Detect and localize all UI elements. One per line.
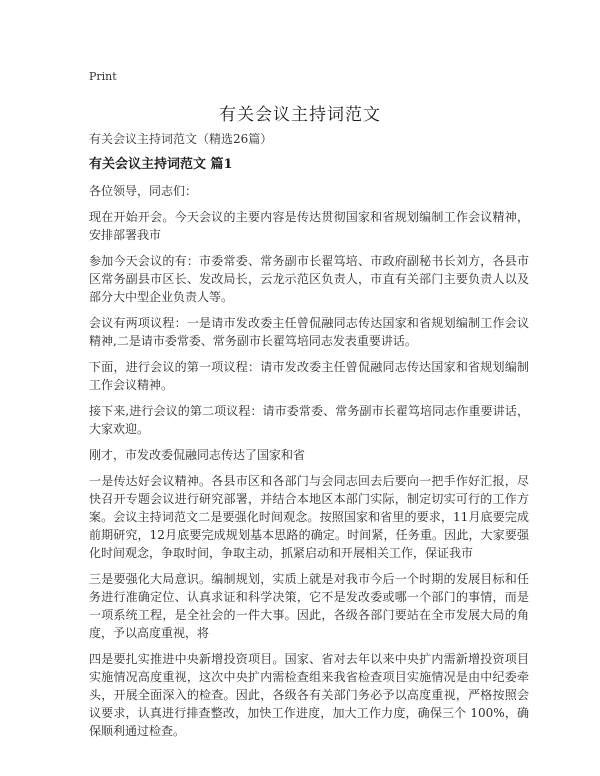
paragraph-point-four: 四是要扎实推进中央新增投资项目。国家、省对去年以来中央扩内需新增投资项目实施情况高度重视，这次中央扩内需检查组来我省检查项目实施情况是由中纪委牵头，开展全面深入的检查。因此，各级各有关部门务必予以高度重视，严格按照会议要求，认真进行排查整改，加快工作进度，加大工作力度，确保三个 100%，确保顺利通过检查。 xyxy=(89,652,529,738)
paragraph-attendees: 参加今天会议的有：市委常委、常务副市长翟笃培、市政府副秘书长刘方，各县市区常务副县市区长、发改局长，云龙示范区负责人，市直有关部门主要负责人以及部分大中型企业负责人等。 xyxy=(89,254,529,304)
paragraph-agenda: 会议有两项议程：一是请市发改委主任曾侃融同志传达国家和省规划编制工作会议精神,二是请市委常委、常务副市长翟笃培同志发表重要讲话。 xyxy=(89,316,529,348)
document-subtitle: 有关会议主持词范文（精选26篇） xyxy=(89,132,273,146)
paragraph-second-item: 接下来,进行会议的第二项议程：请市委常委、常务副市长翟笃培同志作重要讲话，大家欢迎。 xyxy=(89,404,529,436)
paragraph-summary: 刚才，市发改委侃融同志传达了国家和省 xyxy=(89,448,306,462)
document-body xyxy=(89,130,529,748)
paragraph-opening: 现在开始开会。今天会议的主要内容是传达贯彻国家和省规划编制工作会议精神，安排部署我市 xyxy=(89,210,529,242)
paragraph-point-three: 三是要强化大局意识。编制规划，实质上就是对我市今后一个时期的发展目标和任务进行准确定位、认真求证和科学决策，它不是发改委或哪一个部门的事情，而是一项系统工程，是全社会的一件大事。因此，各级各部门要站在全市发展大局的角度，予以高度重视，将 xyxy=(89,572,529,640)
paragraph-greeting: 各位领导，同志们： xyxy=(89,184,198,198)
print-label: Print xyxy=(89,70,117,83)
paragraph-point-one: 一是传达好会议精神。各县市区和各部门与会同志回去后要向一把手作好汇报，尽快召开专题会议进行研究部署，并结合本地区本部门实际，制定切实可行的工作方案。会议主持词范文二是要强化时间观念。按照国家和省里的要求，11月底要完成前期研究，12月底要完成规划基本思路的确定。时间紧，任务重。因此，大家要强化时间观念，争取时间，争取主动，抓紧启动和开展相关工作，保证我市 xyxy=(89,474,529,560)
section-heading: 有关会议主持词范文 篇1 xyxy=(89,157,233,172)
document-title: 有关会议主持词范文 xyxy=(219,105,381,125)
paragraph-first-item: 下面，进行会议的第一项议程：请市发改委主任曾侃融同志传达国家和省规划编制工作会议精神。 xyxy=(89,360,529,392)
